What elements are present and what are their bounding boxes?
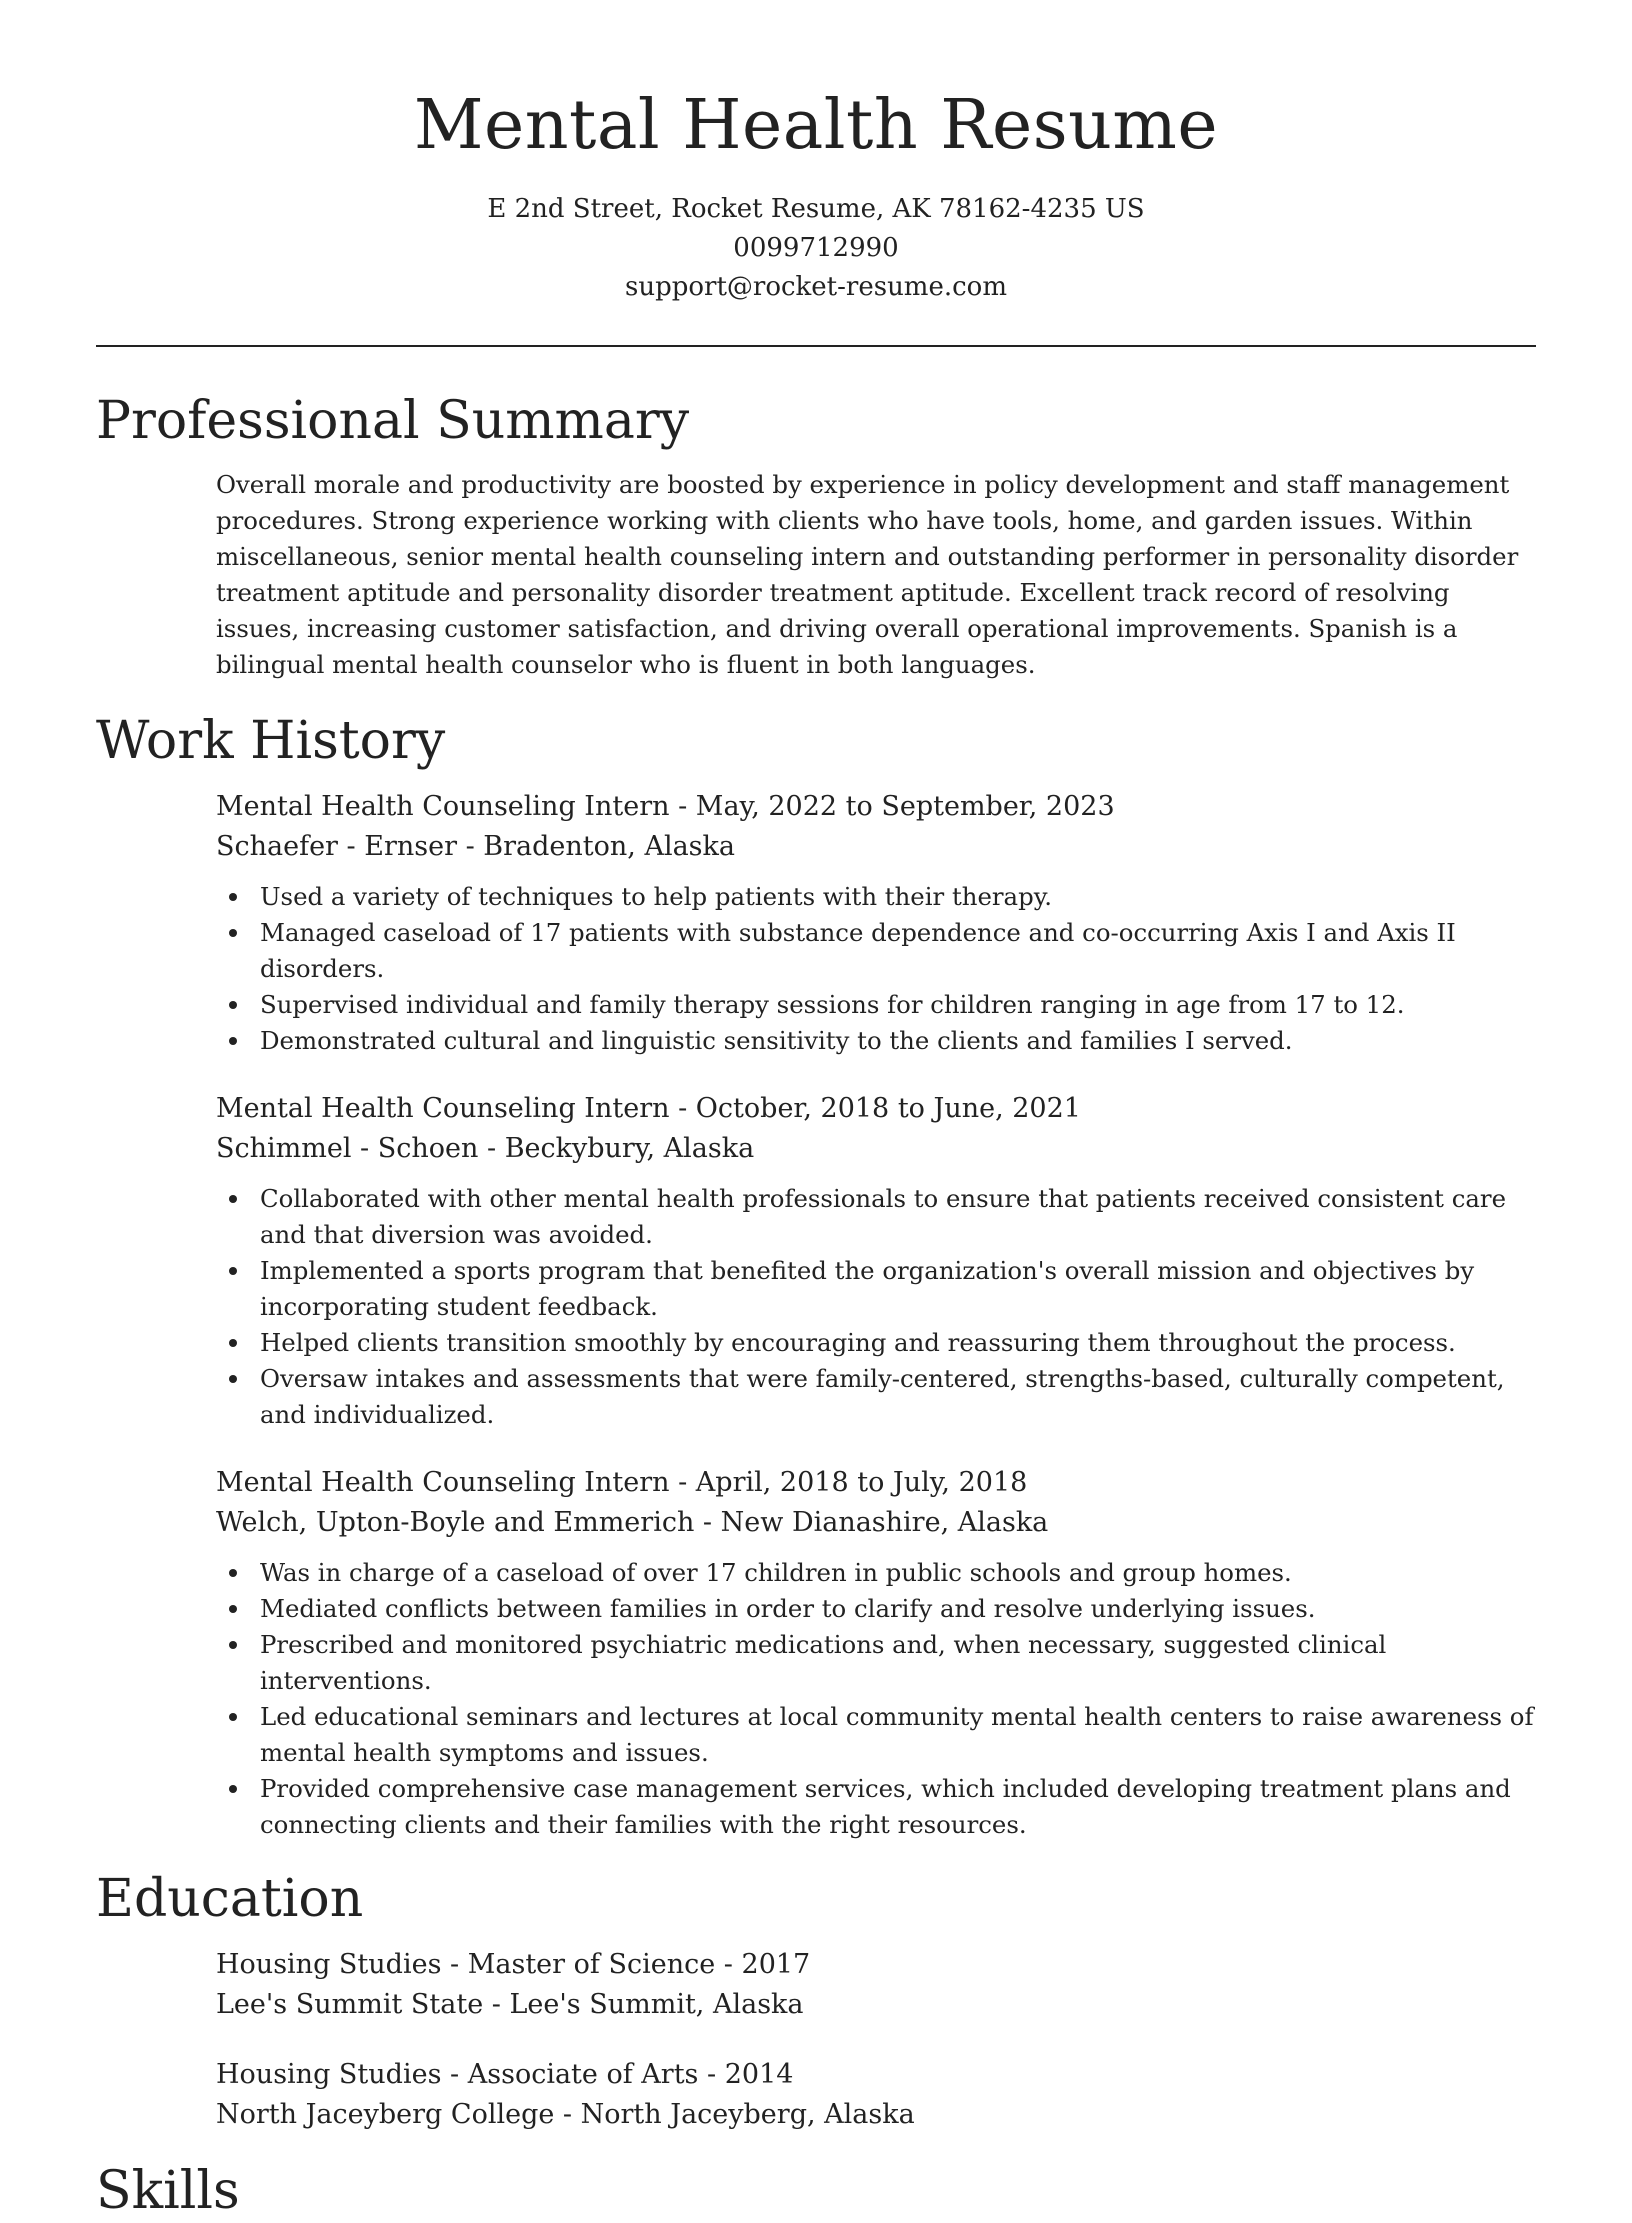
education-section-title: Education	[96, 1869, 364, 1929]
job-company: Schimmel - Schoen	[216, 1133, 479, 1164]
summary-text: Overall morale and productivity are boosted by experience in policy development and staff management procedures. Strong experience working with clients who have tools, home, and garden issues. Within miscellaneous, senior mental health counseling intern and outstanding performer in personality disorder treatment aptitude and personality disorder treatment aptitude. Excellent track record of resolving issues, increasing customer satisfaction, and driving overall operational improvements. Spanish is a bilingual mental health counselor who is fluent in both languages.	[216, 470, 1519, 679]
work-history-section-title: Work History	[96, 711, 446, 771]
bullet-icon	[229, 1267, 237, 1275]
education-school-line: North Jaceyberg College - North Jaceyberg, Alaska	[216, 2099, 915, 2130]
resume-page	[96, 0, 1536, 2223]
job-title-line: Mental Health Counseling Intern - May, 2022 to September, 2023	[216, 791, 1115, 822]
education-year: 2014	[724, 2059, 794, 2090]
education-location: Lee's Summit, Alaska	[509, 1989, 804, 2020]
list-item: Demonstrated cultural and linguistic sensitivity to the clients and families I served.	[216, 1023, 1536, 1059]
header-divider	[96, 345, 1536, 347]
contact-address: E 2nd Street, Rocket Resume, AK 78162-4235 US	[487, 194, 1145, 224]
job-title-line: Mental Health Counseling Intern - October, 2018 to June, 2021	[216, 1093, 1081, 1124]
job-role: Mental Health Counseling Intern	[216, 1093, 670, 1124]
education-field: Housing Studies	[216, 2059, 442, 2090]
contact-phone: 0099712990	[733, 233, 899, 263]
education-location: North Jaceyberg, Alaska	[580, 2099, 915, 2130]
list-item: Managed caseload of 17 patients with substance dependence and co-occurring Axis I and Axis II disorders.	[216, 915, 1536, 987]
job-company-line: Schimmel - Schoen - Beckybury, Alaska	[216, 1133, 755, 1164]
bullet-icon	[229, 1037, 237, 1045]
job-dates: May, 2022 to September, 2023	[695, 791, 1115, 822]
list-item: Mediated conflicts between families in order to clarify and resolve underlying issues.	[216, 1591, 1536, 1627]
education-degree: Associate of Arts	[467, 2059, 699, 2090]
resume-name: Mental Health Resume	[413, 86, 1219, 165]
job-bullets	[216, 879, 1536, 1059]
job-location: New Dianashire, Alaska	[720, 1507, 1049, 1538]
job-dates: October, 2018 to June, 2021	[695, 1093, 1081, 1124]
list-item: Used a variety of techniques to help patients with their therapy.	[216, 879, 1536, 915]
bullet-icon	[229, 1375, 237, 1383]
job-location: Bradenton, Alaska	[483, 831, 735, 862]
summary-section-title: Professional Summary	[96, 391, 690, 451]
education-school: Lee's Summit State	[216, 1989, 484, 2020]
job-company-line: Welch, Upton-Boyle and Emmerich - New Dianashire, Alaska	[216, 1507, 1049, 1538]
bullet-icon	[229, 1001, 237, 1009]
list-item: Implemented a sports program that benefited the organization's overall mission and objectives by incorporating student feedback.	[216, 1253, 1536, 1325]
job-bullets	[216, 1181, 1536, 1433]
bullet-icon	[229, 1641, 237, 1649]
bullet-icon	[229, 1713, 237, 1721]
education-degree-line: Housing Studies - Master of Science - 2017	[216, 1949, 811, 1980]
education-degree-line: Housing Studies - Associate of Arts - 2014	[216, 2059, 794, 2090]
education-entry	[216, 2055, 1536, 2135]
list-item: Helped clients transition smoothly by encouraging and reassuring them throughout the process.	[216, 1325, 1536, 1361]
list-item: Was in charge of a caseload of over 17 children in public schools and group homes.	[216, 1555, 1536, 1591]
job-company: Welch, Upton-Boyle and Emmerich	[216, 1507, 695, 1538]
contact-email: support@rocket-resume.com	[624, 272, 1007, 302]
list-item: Collaborated with other mental health professionals to ensure that patients received consistent care and that diversion was avoided.	[216, 1181, 1536, 1253]
bullet-icon	[229, 929, 237, 937]
list-item: Led educational seminars and lectures at local community mental health centers to raise awareness of mental health symptoms and issues.	[216, 1699, 1536, 1771]
job-entry	[216, 1089, 1536, 1433]
education-year: 2017	[741, 1949, 811, 1980]
resume-header	[96, 0, 1536, 307]
bullet-icon	[229, 1785, 237, 1793]
list-item: Oversaw intakes and assessments that were family-centered, strengths-based, culturally competent, and individualized.	[216, 1361, 1536, 1433]
job-dates: April, 2018 to July, 2018	[695, 1467, 1028, 1498]
job-entry	[216, 787, 1536, 1059]
education-school-line: Lee's Summit State - Lee's Summit, Alaska	[216, 1989, 804, 2020]
skills-section-title: Skills	[96, 2161, 240, 2221]
education-field: Housing Studies	[216, 1949, 442, 1980]
education-school: North Jaceyberg College	[216, 2099, 555, 2130]
job-company: Schaefer - Ernser	[216, 831, 457, 862]
bullet-icon	[229, 1195, 237, 1203]
bullet-icon	[229, 893, 237, 901]
bullet-icon	[229, 1339, 237, 1347]
job-role: Mental Health Counseling Intern	[216, 791, 670, 822]
job-bullets	[216, 1555, 1536, 1843]
education-entry	[216, 1945, 1536, 2025]
contact-info	[96, 190, 1536, 307]
job-role: Mental Health Counseling Intern	[216, 1467, 670, 1498]
job-company-line: Schaefer - Ernser - Bradenton, Alaska	[216, 831, 735, 862]
bullet-icon	[229, 1605, 237, 1613]
bullet-icon	[229, 1569, 237, 1577]
list-item: Prescribed and monitored psychiatric medications and, when necessary, suggested clinical interventions.	[216, 1627, 1536, 1699]
job-title-line: Mental Health Counseling Intern - April, 2018 to July, 2018	[216, 1467, 1028, 1498]
list-item: Provided comprehensive case management services, which included developing treatment plans and connecting clients and their families with the right resources.	[216, 1771, 1536, 1843]
list-item: Supervised individual and family therapy sessions for children ranging in age from 17 to 12.	[216, 987, 1536, 1023]
education-degree: Master of Science	[467, 1949, 716, 1980]
job-entry	[216, 1463, 1536, 1843]
job-location: Beckybury, Alaska	[504, 1133, 755, 1164]
